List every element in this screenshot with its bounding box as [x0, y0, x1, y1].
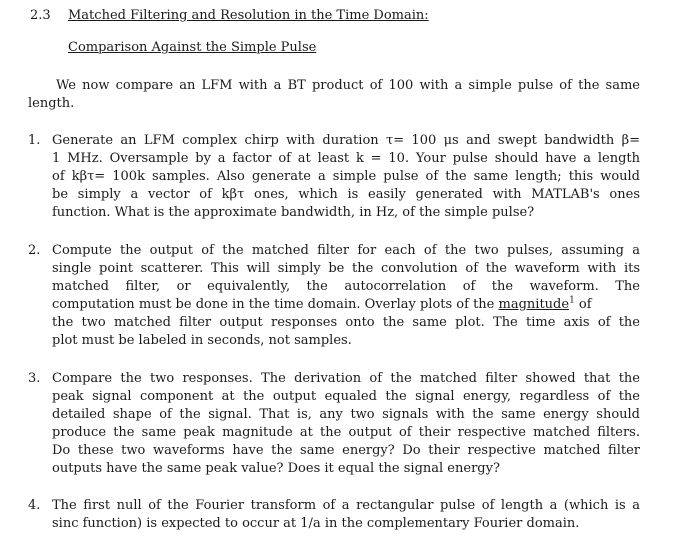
section-subtitle: Comparison Against the Simple Pulse — [68, 40, 317, 55]
item-number: 1. — [28, 133, 41, 148]
item-line: Do these two waveforms have the same energy? Do their respective matched filter — [52, 443, 640, 458]
footnote-mark: 1 — [569, 295, 575, 306]
item-line: of kβτ= 100k samples. Also generate a simple pulse of the same length; this would — [52, 169, 640, 184]
list-item-3 — [28, 370, 640, 478]
item-line — [52, 296, 640, 314]
item-number: 2. — [28, 243, 41, 258]
line-text: of — [574, 297, 592, 312]
item-line: outputs have the same peak value? Does it equal the signal energy? — [52, 461, 500, 476]
item-line: produce the same peak magnitude at the output of their respective matched filters. — [52, 425, 640, 440]
item-line: 1 MHz. Oversample by a factor of at least k = 10. Your pulse should have a length — [52, 151, 640, 166]
line-text: computation must be done in the time domain. Overlay plots of the — [52, 297, 495, 312]
item-line: matched filter, or equivalently, the autocorrelation of the waveform. The — [52, 279, 640, 294]
item-line: detailed shape of the signal. That is, any two signals with the same energy should — [52, 407, 640, 422]
item-line: plot must be labeled in seconds, not samples. — [52, 333, 352, 348]
item-line: sinc function) is expected to occur at 1/a in the complementary Fourier domain. — [52, 516, 580, 531]
list-item-2 — [28, 242, 640, 350]
intro-paragraph — [28, 77, 640, 113]
section-number: 2.3 — [30, 8, 51, 23]
list-item-4 — [28, 497, 640, 533]
item-line: the two matched filter output responses onto the same plot. The time axis of the — [52, 315, 640, 330]
item-line: Compute the output of the matched filter for each of the two pulses, assuming a — [52, 243, 640, 258]
intro-line: length. — [28, 96, 75, 111]
intro-line: We now compare an LFM with a BT product of 100 with a simple pulse of the same — [56, 78, 640, 93]
item-number: 4. — [28, 498, 41, 513]
item-line: The first null of the Fourier transform of a rectangular pulse of length a (which is a — [52, 498, 640, 513]
item-line: function. What is the approximate bandwidth, in Hz, of the simple pulse? — [52, 205, 535, 220]
section-title: Matched Filtering and Resolution in the Time Domain: — [68, 8, 429, 23]
item-line: Compare the two responses. The derivation of the matched filter showed that the — [52, 371, 640, 386]
item-line: single point scatterer. This will simply be the convolution of the waveform with its — [52, 261, 640, 276]
underlined-word: magnitude — [498, 297, 570, 312]
item-line: peak signal component at the output equaled the signal energy, regardless of the — [52, 389, 640, 404]
item-line: Generate an LFM complex chirp with duration τ= 100 μs and swept bandwidth β= — [52, 133, 640, 148]
item-line: be simply a vector of kβτ ones, which is easily generated with MATLAB's ones — [52, 187, 640, 202]
item-number: 3. — [28, 371, 41, 386]
list-item-1 — [28, 132, 640, 222]
